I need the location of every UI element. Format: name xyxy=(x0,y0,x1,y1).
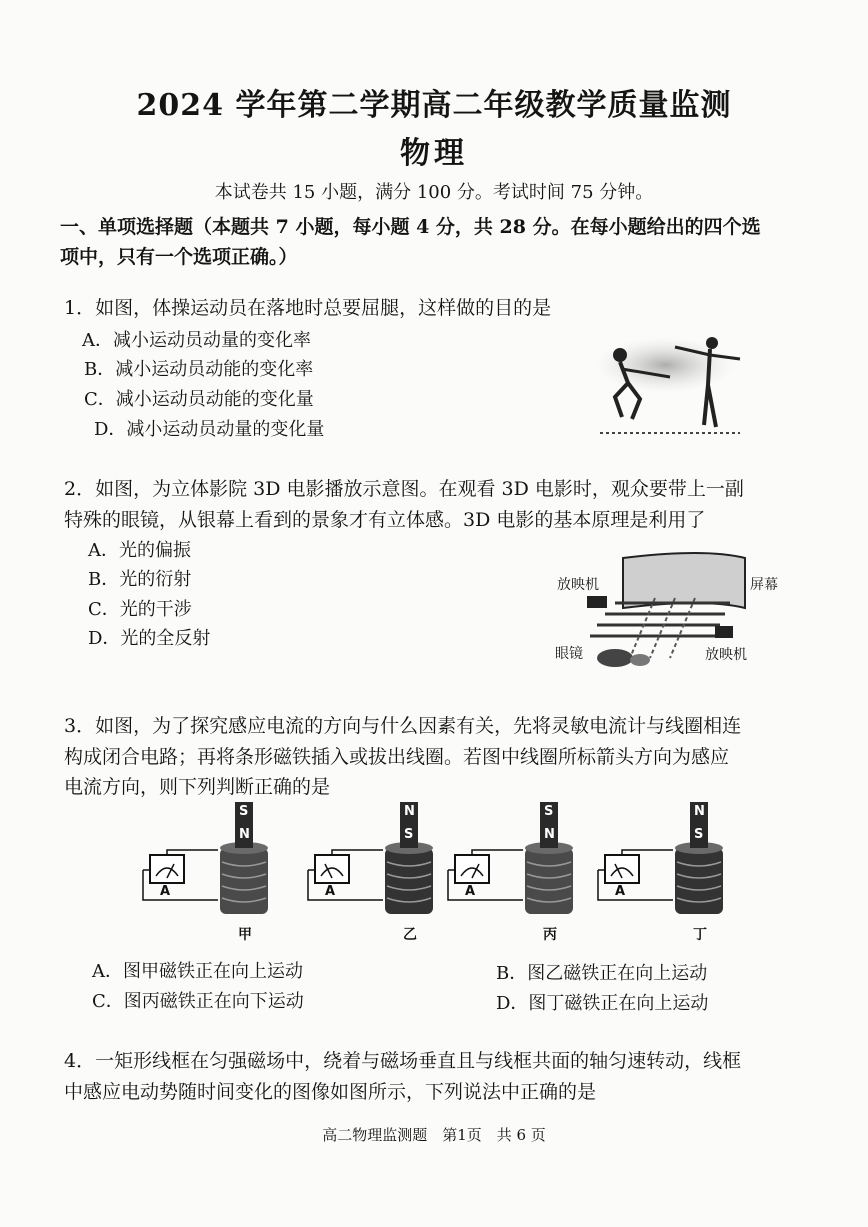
magnet-bottom-pole-1: N xyxy=(239,827,250,842)
section-heading-line1: 一、单项选择题（本题共 7 小题，每小题 4 分，共 28 分。在每小题给出的四个选 xyxy=(60,216,761,238)
label-glasses: 眼镜 xyxy=(555,646,583,662)
coil-figure-4 xyxy=(593,800,743,950)
galvanometer-label-3: A xyxy=(465,884,476,899)
q3-option-a: A．图甲磁铁正在向上运动 xyxy=(92,961,303,982)
q3-stem-line3: 电流方向，则下列判断正确的是 xyxy=(64,776,331,798)
q1-option-c: C．减小运动员动能的变化量 xyxy=(84,389,314,410)
q3-stem-line1: 3．如图，为了探究感应电流的方向与什么因素有关，先将灵敏电流计与线圈相连 xyxy=(64,715,742,737)
q3-option-d: D．图丁磁铁正在向上运动 xyxy=(496,993,709,1014)
cinema-3d-figure xyxy=(545,548,815,683)
page-footer: 高二物理监测题 第1页 共 6 页 xyxy=(322,1126,546,1144)
figure-caption-4: 丁 xyxy=(693,927,707,943)
coil-magnet-figures xyxy=(138,800,748,950)
q4-stem-line2: 中感应电动势随时间变化的图像如图所示，下列说法中正确的是 xyxy=(64,1081,597,1103)
figure-caption-3: 丙 xyxy=(543,927,557,943)
q1-stem: 1．如图，体操运动员在落地时总要屈腿，这样做的目的是 xyxy=(64,297,552,319)
q2-option-a: A．光的偏振 xyxy=(88,540,191,561)
label-projector-top: 放映机 xyxy=(557,577,599,593)
figure-caption-2: 乙 xyxy=(403,927,417,943)
q2-stem-line2: 特殊的眼镜，从银幕上看到的景象才有立体感。3D 电影的基本原理是利用了 xyxy=(64,509,706,531)
subject-title: 物理 xyxy=(400,136,468,171)
label-projector-bottom: 放映机 xyxy=(705,647,747,663)
coil-figure-1 xyxy=(138,800,288,950)
q2-option-d: D．光的全反射 xyxy=(88,628,211,649)
magnet-top-pole-3: S xyxy=(544,804,554,819)
q1-option-b: B．减小运动员动能的变化率 xyxy=(84,359,314,380)
magnet-bottom-pole-4: S xyxy=(694,827,704,842)
q3-option-c: C．图丙磁铁正在向下运动 xyxy=(92,991,304,1012)
magnet-top-pole-4: N xyxy=(694,804,705,819)
galvanometer-label-4: A xyxy=(615,884,626,899)
q3-stem-line2: 构成闭合电路；再将条形磁铁插入或拔出线圈。若图中线圈所标箭头方向为感应 xyxy=(64,746,730,768)
q1-option-d: D．减小运动员动量的变化量 xyxy=(94,419,325,440)
exam-title: 2024 学年第二学期高二年级教学质量监测 xyxy=(136,88,732,123)
galvanometer-label-2: A xyxy=(325,884,336,899)
q1-option-a: A．减小运动员动量的变化率 xyxy=(82,330,311,351)
coil-figure-3 xyxy=(443,800,593,950)
magnet-bottom-pole-2: S xyxy=(404,827,414,842)
exam-note: 本试卷共 15 小题，满分 100 分。考试时间 75 分钟。 xyxy=(214,182,654,203)
magnet-top-pole-1: S xyxy=(239,804,249,819)
q2-option-b: B．光的衍射 xyxy=(88,569,192,590)
galvanometer-label-1: A xyxy=(160,884,171,899)
gymnast-landing-figure xyxy=(580,325,750,445)
q3-option-b: B．图乙磁铁正在向上运动 xyxy=(496,963,708,984)
magnet-bottom-pole-3: N xyxy=(544,827,555,842)
q2-stem-line1: 2．如图，为立体影院 3D 电影播放示意图。在观看 3D 电影时，观众要带上一副 xyxy=(64,478,744,500)
section-heading-line2: 项中，只有一个选项正确。） xyxy=(60,246,298,268)
magnet-top-pole-2: N xyxy=(404,804,415,819)
q4-stem-line1: 4．一矩形线框在匀强磁场中，绕着与磁场垂直且与线框共面的轴匀速转动，线框 xyxy=(64,1050,742,1072)
coil-figure-2 xyxy=(303,800,453,950)
label-screen: 屏幕 xyxy=(750,577,778,593)
figure-caption-1: 甲 xyxy=(238,927,252,943)
q2-option-c: C．光的干涉 xyxy=(88,599,192,620)
